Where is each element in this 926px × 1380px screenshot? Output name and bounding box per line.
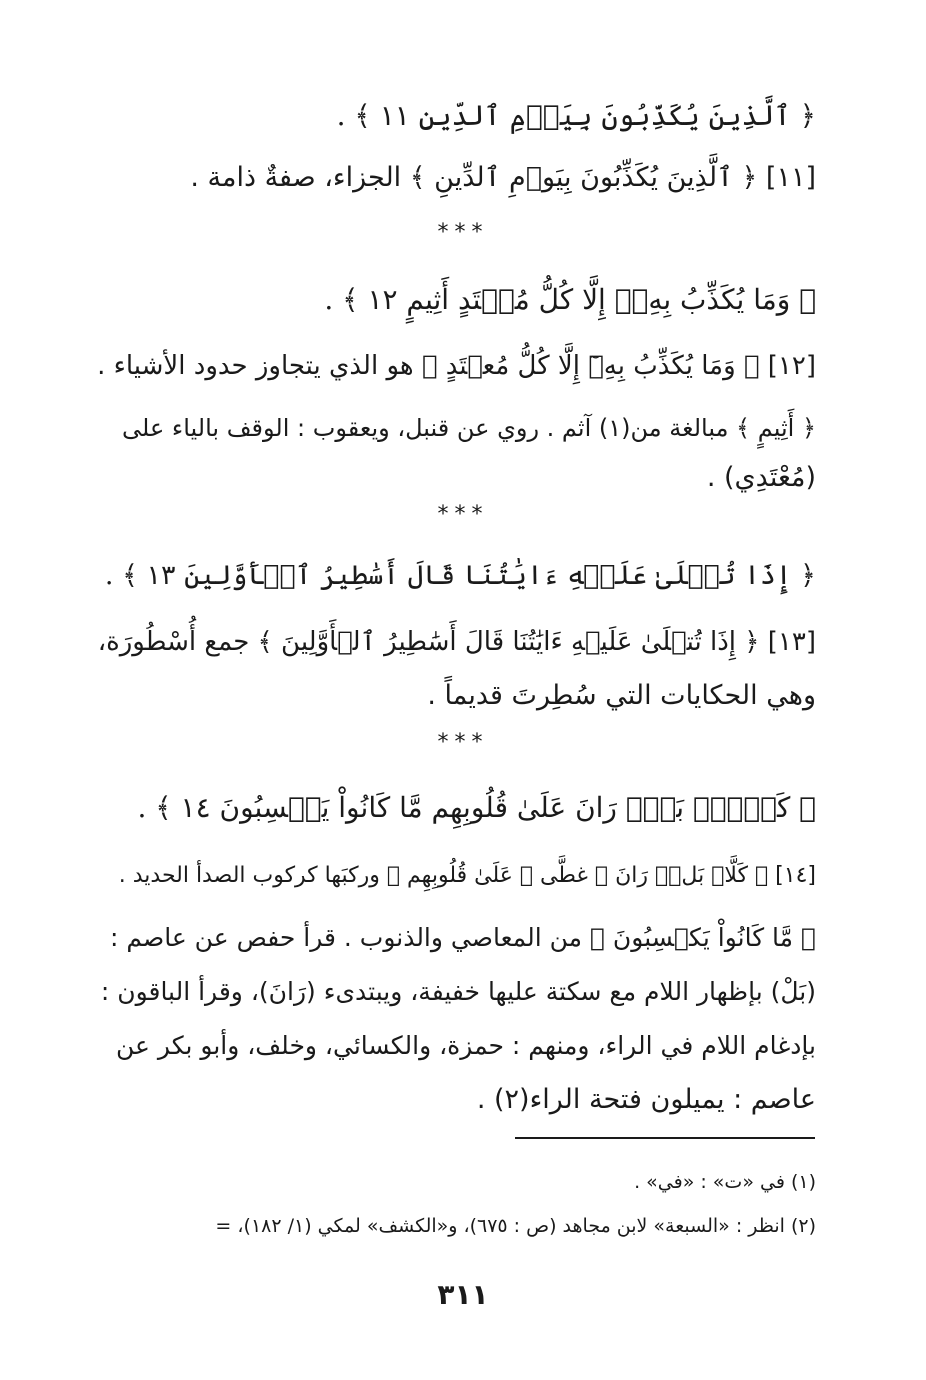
footnote-2: (٢) انظر : «السبعة» لابن مجاهد (ص : ٦٧٥)، و«الكشف» لمكي (١/ ١٨٢)، =	[215, 1215, 816, 1237]
commentary-13-cont: وهي الحكايات التي سُطِرتَ قديماً .	[427, 680, 816, 711]
commentary-14-cont-1: (بَلْ) بإظهار اللام مع سكتة عليها خفيفة، ويبتدىء (رَانَ)، وقرأ الباقون :	[100, 977, 816, 1006]
commentary-11: [١١] ﴿ ٱلَّذِينَ يُكَذِّبُونَ بِيَوۡمِ ٱلدِّينِ ﴾ الجزاء، صفةٌ ذامة .	[190, 162, 816, 193]
commentary-14-cont-3: عاصم : يميلون فتحة الراء(٢) .	[476, 1084, 816, 1115]
verse-12: ﴿ وَمَا يُكَذِّبُ بِهِۦٓ إِلَّا كُلُّ مُعۡتَدٍ أَثِيمٍ ١٢ ﴾ .	[324, 283, 816, 316]
section-separator: ***	[437, 730, 489, 755]
commentary-12-athim: ﴿ أَثِيمٍ ﴾ مبالغة من(١) آثم . روي عن قنبل، ويعقوب : الوقف بالياء على	[122, 414, 816, 442]
verse-14: ﴿ كَلَّاۖ بَلۡۜ رَانَ عَلَىٰ قُلُوبِهِم مَّا كَانُواْ يَكۡسِبُونَ ١٤ ﴾ .	[137, 791, 816, 824]
commentary-12-cont: (مُعْتَدِي) .	[706, 462, 816, 493]
page-number: ٣١١	[437, 1278, 489, 1311]
commentary-14: [١٤] ﴿ كَلَّاۖ بَلۡۜ رَانَ ﴾ غطَّى ﴿ عَلَىٰ قُلُوبِهِم ﴾ وركبَها كركوب الصدأ الحديد .	[118, 863, 816, 888]
verse-11: ﴿ ٱلَّذِينَ يُكَذِّبُونَ بِيَوۡمِ ٱلدِّينِ ١١ ﴾ .	[336, 99, 816, 132]
footnote-divider	[515, 1137, 815, 1139]
section-separator: ***	[437, 502, 489, 527]
section-separator: ***	[437, 220, 489, 245]
commentary-14-kasibun: ﴿ مَّا كَانُواْ يَكۡسِبُونَ ﴾ من المعاصي والذنوب . قرأ حفص عن عاصم :	[109, 923, 816, 952]
commentary-13: [١٣] ﴿ إِذَا تُتۡلَىٰ عَلَيۡهِ ءَايَٰتُنَا قَالَ أَسَٰطِيرُ ٱلۡأَوَّلِينَ ﴾ جمع أُسْطُورَة،	[97, 627, 816, 657]
verse-13: ﴿ إِذَا تُتۡلَىٰ عَلَيۡهِ ءَايَٰتُنَا قَالَ أَسَٰطِيرُ ٱلۡأَوَّلِينَ ١٣ ﴾ .	[104, 560, 816, 591]
commentary-12: [١٢] ﴿ وَمَا يُكَذِّبُ بِهِۦٓ إِلَّا كُلُّ مُعۡتَدٍ ﴾ هو الذي يتجاوز حدود الأشياء .	[97, 351, 816, 381]
footnote-1: (١) في «ت» : «في» .	[634, 1171, 816, 1193]
commentary-14-cont-2: بإدغام اللام في الراء، ومنهم : حمزة، والكسائي، وخلف، وأبو بكر عن	[116, 1031, 816, 1060]
